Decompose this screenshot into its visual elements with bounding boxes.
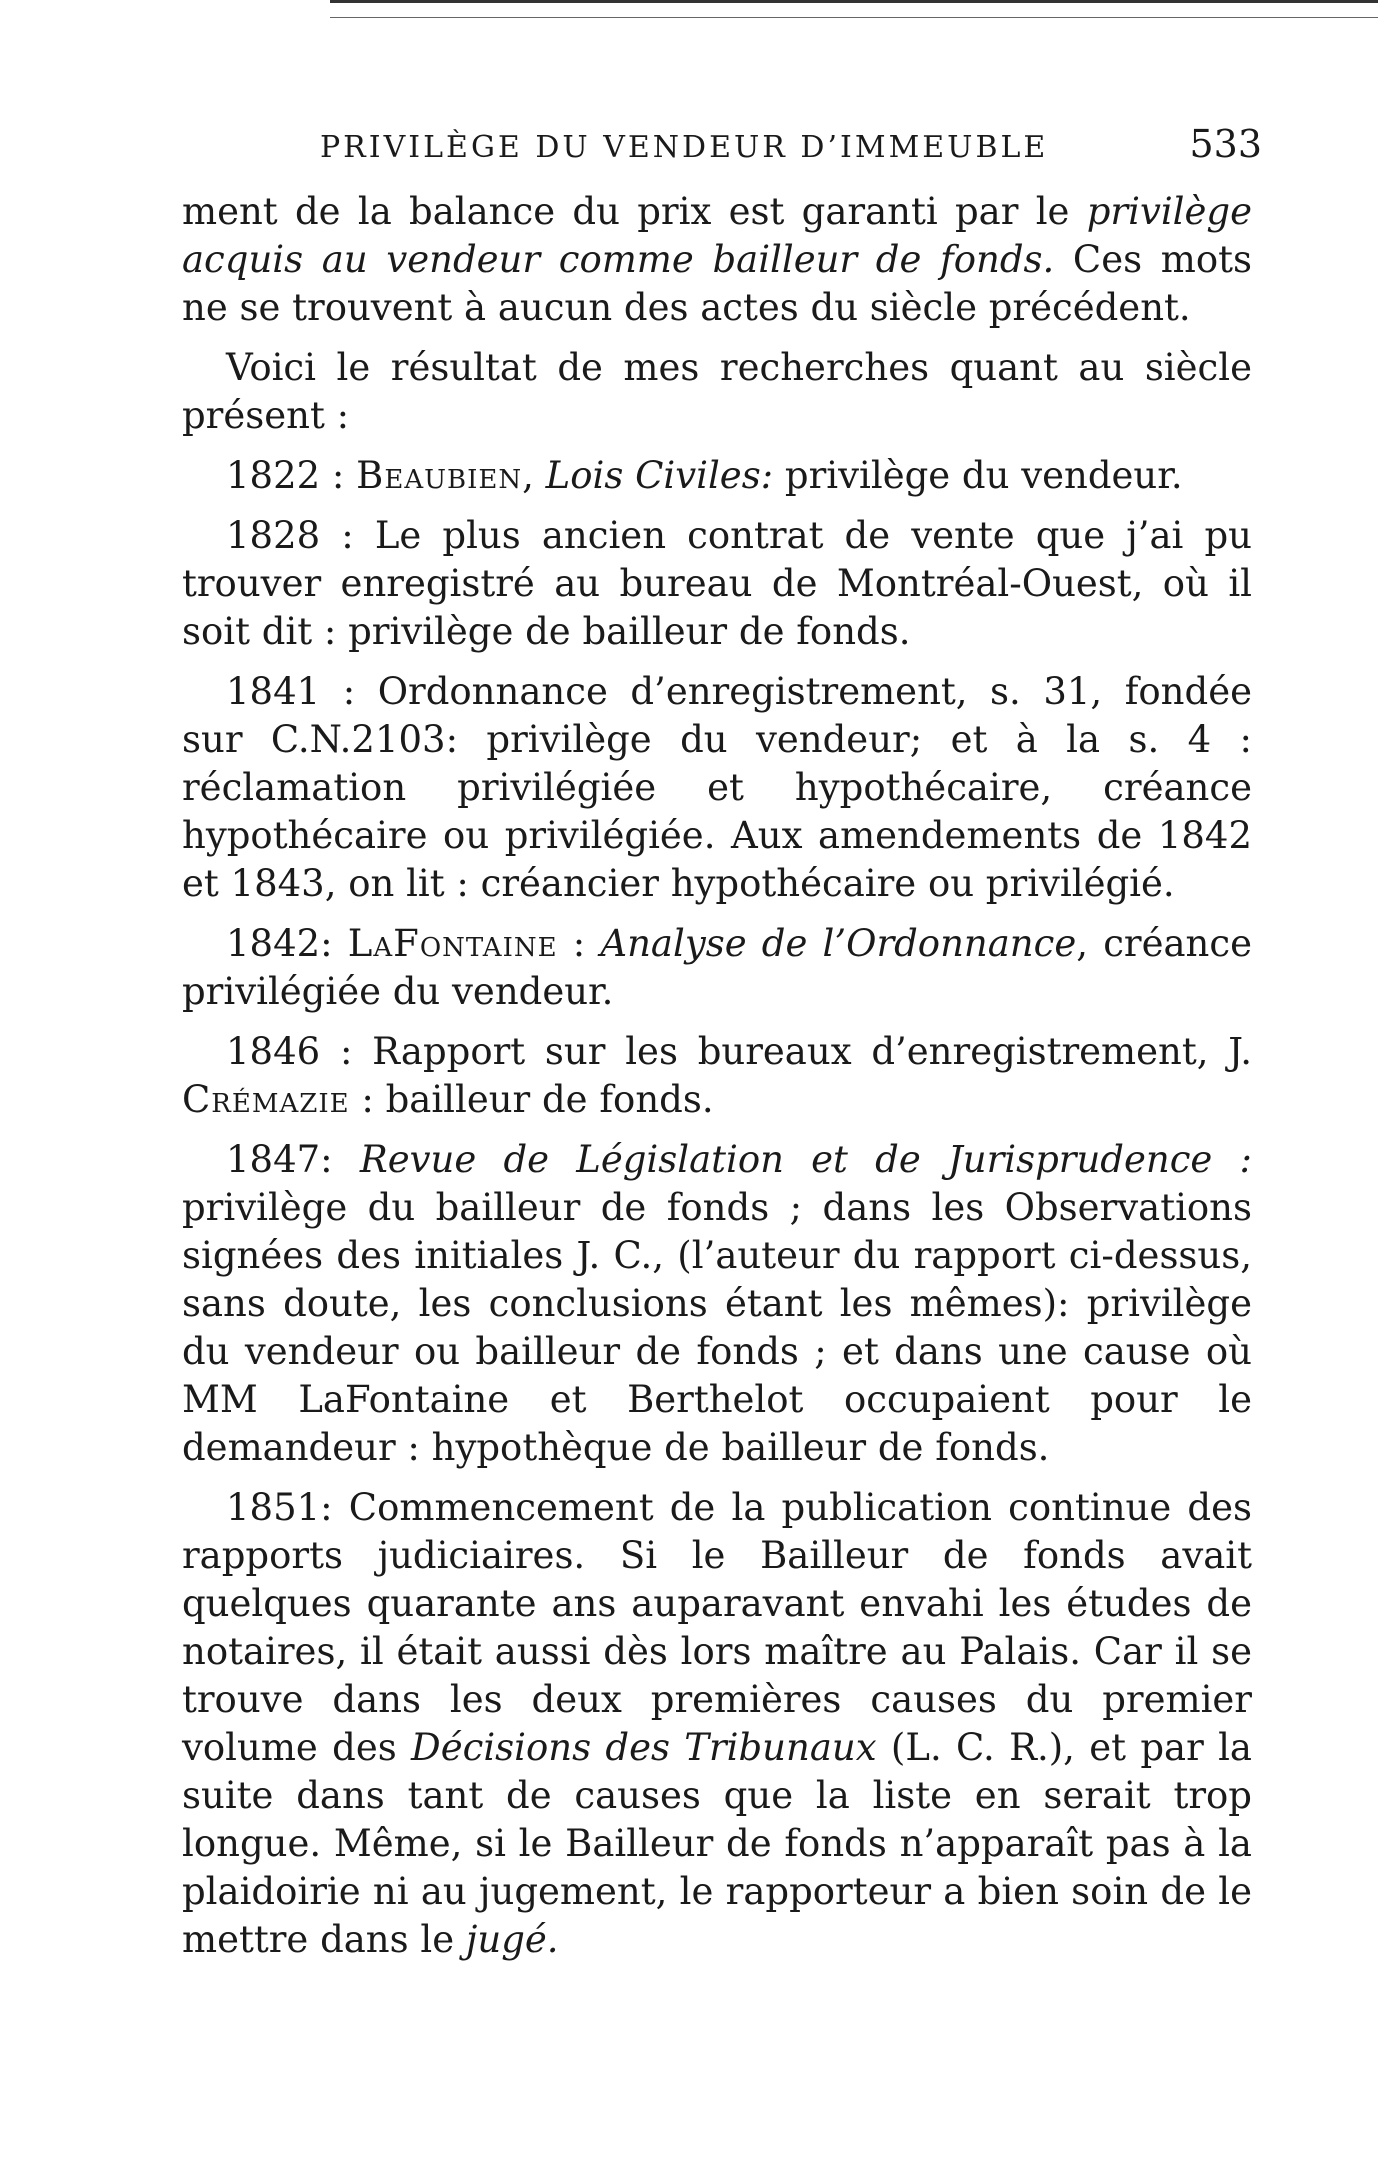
italic-text: Revue de Législation et de Jurisprudence : <box>359 1138 1253 1181</box>
text-run: : <box>557 922 601 965</box>
paragraph <box>182 668 1252 908</box>
text-run: 1847: <box>226 1138 360 1181</box>
text-run: 1851: Commencement de la publication continue des rapports judiciaires. Si le Bailleur de fonds avait quelques quarante ans auparavant envahi les études de notaires, il était aussi dès lors maître au Palais. Car il se trouve dans les deux premières causes du premier volume des <box>182 1486 1252 1769</box>
paragraph <box>182 1028 1252 1124</box>
text-run: privilège du vendeur. <box>773 454 1183 497</box>
small-caps-name: LaFontaine <box>347 922 558 965</box>
italic-text: Analyse de l’Ordonnance <box>600 922 1077 965</box>
paragraph <box>182 920 1252 1016</box>
paragraph <box>182 452 1252 500</box>
small-caps-name: Beaubien <box>356 454 523 497</box>
running-head-title: PRIVILÈGE DU VENDEUR D’IMMEUBLE <box>320 130 1049 165</box>
page-number: 533 <box>1189 122 1262 166</box>
text-run: , créance privilégiée du vendeur. <box>182 922 1253 1013</box>
text-run: privilège du bailleur de fonds ; dans les Observations signées des initiales J. C., (l’auteur du rapport ci-dessus, sans doute, les conclusions étant les mêmes): privilège du vendeur ou bailleur de fonds ; et dans une cause où MM LaFontaine et Berthelot occupaient pour le demandeur : hypothèque de bailleur de fonds. <box>182 1186 1252 1469</box>
text-run: ment de la balance du prix est garanti par le <box>182 190 1087 233</box>
text-run: : bailleur de fonds. <box>349 1078 714 1121</box>
text-run: 1822 : <box>226 454 357 497</box>
italic-text: jugé. <box>465 1918 559 1961</box>
body-text <box>182 188 1252 1964</box>
paragraph <box>182 512 1252 656</box>
text-run: Ces mots ne se trouvent à aucun des actes du siècle précédent. <box>182 238 1253 329</box>
text-run: Voici le résultat de mes recherches quant au siècle présent : <box>182 346 1252 437</box>
italic-text: privilège acquis au vendeur comme bailleur de fonds. <box>182 190 1252 281</box>
text-run: 1842: <box>226 922 348 965</box>
text-run: 1828 : Le plus ancien contrat de vente que j’ai pu trouver enregistré au bureau de Montréal-Ouest, où il soit dit : privilège de bailleur de fonds. <box>182 514 1252 653</box>
small-caps-name: Crémazie <box>182 1078 350 1121</box>
paragraph <box>182 1484 1252 1964</box>
text-run: 1846 : Rapport sur les bureaux d’enregistrement, J. <box>226 1030 1252 1073</box>
text-run: , <box>522 454 546 497</box>
paragraph <box>182 1136 1252 1472</box>
paragraph <box>182 344 1252 440</box>
running-head <box>182 118 1262 174</box>
italic-text: Lois Civiles: <box>545 454 774 497</box>
page <box>182 118 1262 1976</box>
paragraph <box>182 188 1252 332</box>
text-run: (L. C. R.), et par la suite dans tant de causes que la liste en serait trop longue. Même, si le Bailleur de fonds n’apparaît pas à la plaidoirie ni au jugement, le rapporteur a bien soin de le mettre dans le <box>182 1726 1252 1961</box>
text-run: 1841 : Ordonnance d’enregistrement, s. 31, fondée sur C.N.2103: privilège du vendeur; et à la s. 4 : réclamation privilégiée et hypothécaire, créance hypothécaire ou privilégiée. Aux amendements de 1842 et 1843, on lit : créancier hypothécaire ou privilégié. <box>182 670 1252 905</box>
italic-text: Décisions des Tribunaux <box>411 1726 877 1769</box>
top-rule <box>330 0 1378 18</box>
